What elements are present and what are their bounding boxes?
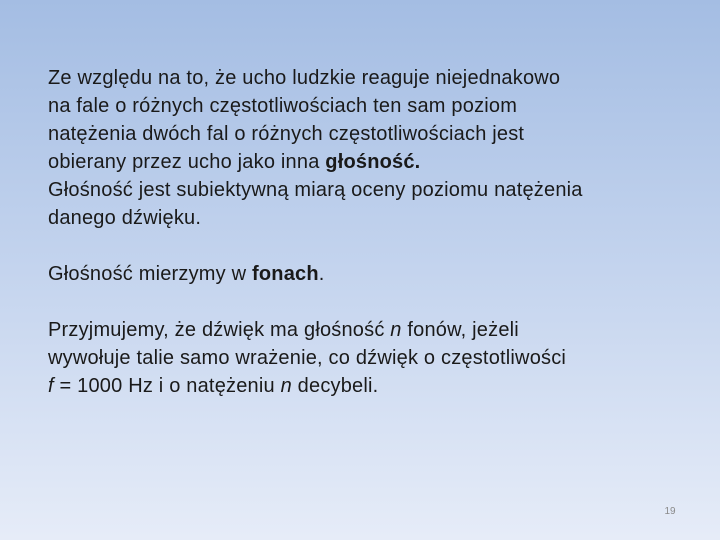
text-segment: obierany przez ucho jako inna xyxy=(48,151,326,173)
text-segment: fonów, jeżeli xyxy=(401,319,519,341)
text-line xyxy=(48,260,688,288)
text-segment: Przyjmujemy, że dźwięk ma głośność xyxy=(48,319,391,341)
paragraph-loudness-definition xyxy=(48,64,688,232)
paragraph-phon-unit xyxy=(48,260,688,288)
slide-number: 19 xyxy=(664,506,676,517)
text-line: danego dźwięku. xyxy=(48,207,202,229)
italic-variable-n: n xyxy=(280,375,292,397)
text-line: Głośność jest subiektywną miarą oceny poziomu natężenia xyxy=(48,179,583,201)
bold-term-loudness: głośność. xyxy=(325,151,421,173)
italic-variable-f: f xyxy=(48,375,54,397)
text-line xyxy=(48,372,688,400)
italic-variable-n: n xyxy=(390,319,402,341)
text-segment: . xyxy=(318,263,325,285)
bold-term-phons: fonach xyxy=(252,263,319,285)
text-line: Ze względu na to, że ucho ludzkie reaguje niejednakowo xyxy=(48,67,561,89)
text-segment: decybeli. xyxy=(291,375,379,397)
slide-body xyxy=(48,64,688,400)
text-segment: = 1000 Hz i o natężeniu xyxy=(53,375,281,397)
text-line: na fale o różnych częstotliwościach ten sam poziom xyxy=(48,95,518,117)
paragraph-phon-definition xyxy=(48,316,688,400)
text-line: wywołuje talie samo wrażenie, co dźwięk o częstotliwości xyxy=(48,347,567,369)
text-line xyxy=(48,316,688,344)
text-line xyxy=(48,148,688,176)
text-segment: Głośność mierzymy w xyxy=(48,263,253,285)
text-line: natężenia dwóch fal o różnych częstotliwościach jest xyxy=(48,123,525,145)
